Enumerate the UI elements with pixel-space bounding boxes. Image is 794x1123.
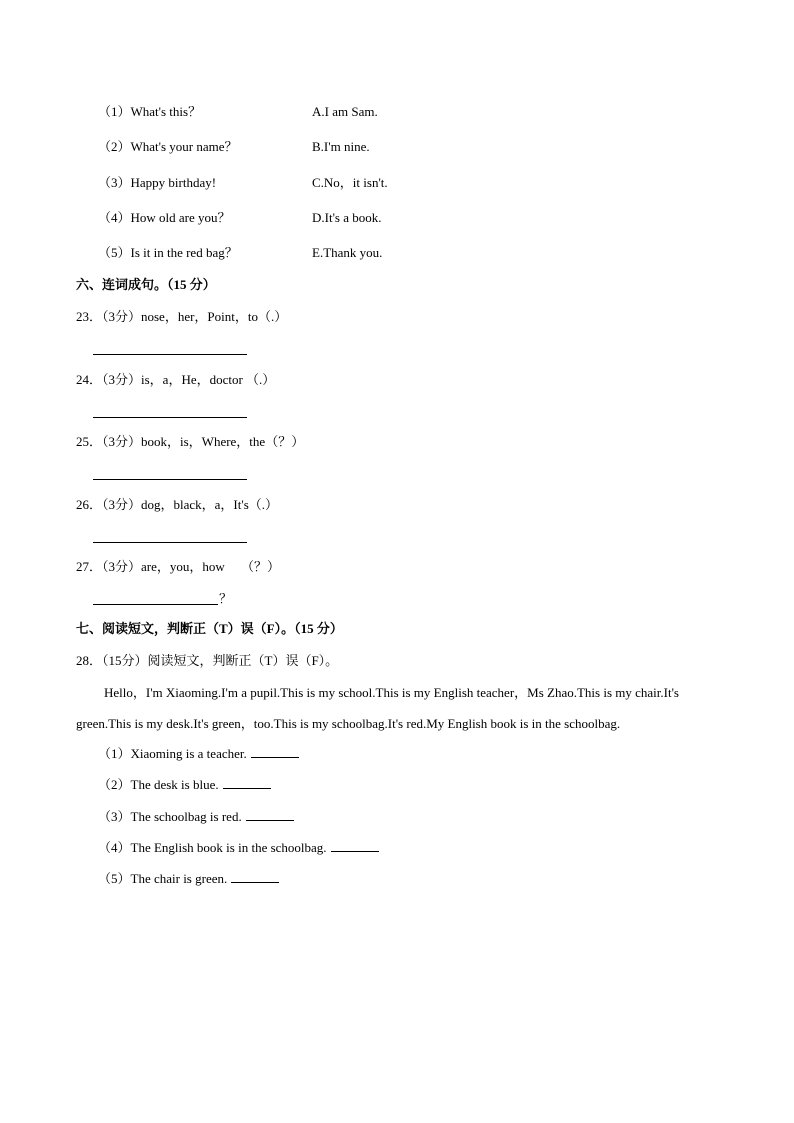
section-six-heading: 六、连词成句。（15 分）	[76, 277, 216, 292]
matching-left-1: （1）What's this？	[98, 104, 202, 119]
matching-right-e: E.Thank you.	[312, 245, 383, 260]
question-26: 26．（3分）dog，black，a，It's（.）	[76, 497, 279, 512]
tf-item-4	[98, 839, 379, 857]
question-27-mark: ？	[219, 591, 233, 606]
answer-line-26[interactable]	[93, 542, 247, 543]
matching-right-a: A.I am Sam.	[312, 104, 378, 119]
tf-item-3	[98, 808, 294, 826]
tf-item-4-text: （4）The English book is in the schoolbag.	[98, 840, 327, 855]
answer-line-24[interactable]	[93, 417, 247, 418]
matching-right-d: D.It's a book.	[312, 210, 382, 225]
question-24: 24．（3分）is，a，He，doctor （.）	[76, 372, 276, 387]
matching-left-3: （3）Happy birthday!	[98, 175, 217, 190]
question-27: 27．（3分）are，you，how （？）	[76, 559, 281, 574]
matching-left-5: （5）Is it in the red bag？	[98, 245, 238, 260]
tf-answer-2[interactable]	[223, 776, 271, 789]
tf-answer-3[interactable]	[246, 808, 294, 821]
question-25: 25．（3分）book，is，Where，the（？）	[76, 434, 305, 449]
tf-answer-5[interactable]	[231, 870, 279, 883]
answer-line-25[interactable]	[93, 479, 247, 480]
reading-passage: Hello，I'm Xiaoming.I'm a pupil.This is my school.This is my English teacher，Ms Zhao.This is my chair.It's green.This is my desk.It's green，too.This is my schoolbag.It's red.My English book is in the schoolbag.	[76, 685, 679, 731]
answer-line-23[interactable]	[93, 354, 247, 355]
tf-item-2-text: （2）The desk is blue.	[98, 777, 219, 792]
question-23: 23．（3分）nose，her，Point，to（.）	[76, 309, 288, 324]
tf-item-1	[98, 745, 299, 763]
matching-left-2: （2）What's your name？	[98, 139, 238, 154]
tf-item-5-text: （5）The chair is green.	[98, 871, 228, 886]
matching-left-4: （4）How old are you？	[98, 210, 231, 225]
section-seven-heading: 七、阅读短文，判断正（T）误（F）。（15 分）	[76, 621, 343, 636]
tf-item-3-text: （3）The schoolbag is red.	[98, 809, 242, 824]
answer-line-27[interactable]	[93, 604, 218, 605]
matching-right-b: B.I'm nine.	[312, 139, 370, 154]
tf-item-1-text: （1）Xiaoming is a teacher.	[98, 746, 247, 761]
tf-item-5	[98, 870, 279, 888]
tf-answer-1[interactable]	[251, 745, 299, 758]
matching-right-c: C.No，it isn't.	[312, 175, 388, 190]
question-28: 28．（15分）阅读短文，判断正（T）误（F）。	[76, 653, 339, 668]
tf-answer-4[interactable]	[331, 839, 379, 852]
tf-item-2	[98, 776, 271, 794]
